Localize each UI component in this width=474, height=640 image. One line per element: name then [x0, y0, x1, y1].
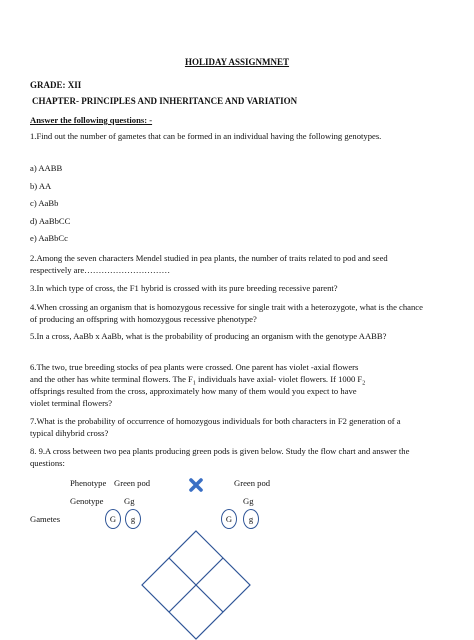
- gamete-left-1: G: [105, 509, 121, 529]
- cross-symbol-icon: [189, 478, 203, 492]
- phenotype-label: Phenotype: [70, 478, 107, 488]
- assignment-title: HOLIDAY ASSIGNMNET: [184, 57, 290, 67]
- question-6-line-2: and the other has white terminal flowers. The $F_1$ individuals have axial- violet flowers. If 1000 $F_2$: [30, 374, 366, 387]
- gamete-right-2: g: [243, 509, 259, 529]
- question-4: 4.When crossing an organism that is homozygous recessive for single trait with a heterozygote, what is the chance of producing an offspring with homozygous recessive phenotype?: [30, 302, 423, 324]
- punnett-square-diamond: [141, 530, 251, 640]
- question-7: 7.What is the probability of occurrence of homozygous individuals for both characters in F2 generation of a typical dihybrid cross?: [30, 416, 401, 438]
- grade-heading: GRADE: XII: [30, 80, 82, 90]
- question-8: 8. 9.A cross between two pea plants producing green pods is given below. Study the flow chart and answer the questions:: [30, 446, 410, 468]
- question-6-line-3: offsprings resulted from the cross, approximately how many of them would you expect to have: [30, 386, 357, 396]
- question-2: 2.Among the seven characters Mendel studied in pea plants, the number of traits related to pod and seed respectively are…………………………: [30, 253, 388, 275]
- gametes-label: Gametes: [30, 514, 61, 524]
- question-6-line-4: violet terminal flowers?: [30, 398, 113, 408]
- gamete-right-1: G: [221, 509, 237, 529]
- option-a: a) AABB: [30, 163, 63, 173]
- gamete-left-2: g: [125, 509, 141, 529]
- option-e: e) AaBbCc: [30, 233, 68, 243]
- chapter-heading: CHAPTER- PRINCIPLES AND INHERITANCE AND VARIATION: [32, 96, 298, 106]
- question-6-line-1: 6.The two, true breeding stocks of pea plants were crossed. One parent has violet -axial flowers: [30, 362, 359, 372]
- option-b: b) AA: [30, 181, 52, 191]
- question-5: 5.In a cross, AaBb x AaBb, what is the probability of producing an organism with the genotype AABB?: [30, 331, 387, 341]
- phenotype-right: Green pod: [234, 478, 271, 488]
- instruction-heading: Answer the following questions: -: [30, 115, 153, 125]
- genotype-left: Gg: [124, 496, 135, 506]
- genotype-label: Genotype: [70, 496, 104, 506]
- phenotype-left: Green pod: [114, 478, 151, 488]
- option-d: d) AaBbCC: [30, 216, 71, 226]
- question-3: 3.In which type of cross, the F1 hybrid is crossed with its pure breeding recessive parent?: [30, 283, 338, 293]
- option-c: c) AaBb: [30, 198, 59, 208]
- genotype-right: Gg: [243, 496, 254, 506]
- question-1: 1.Find out the number of gametes that can be formed in an individual having the following genotypes.: [30, 131, 382, 141]
